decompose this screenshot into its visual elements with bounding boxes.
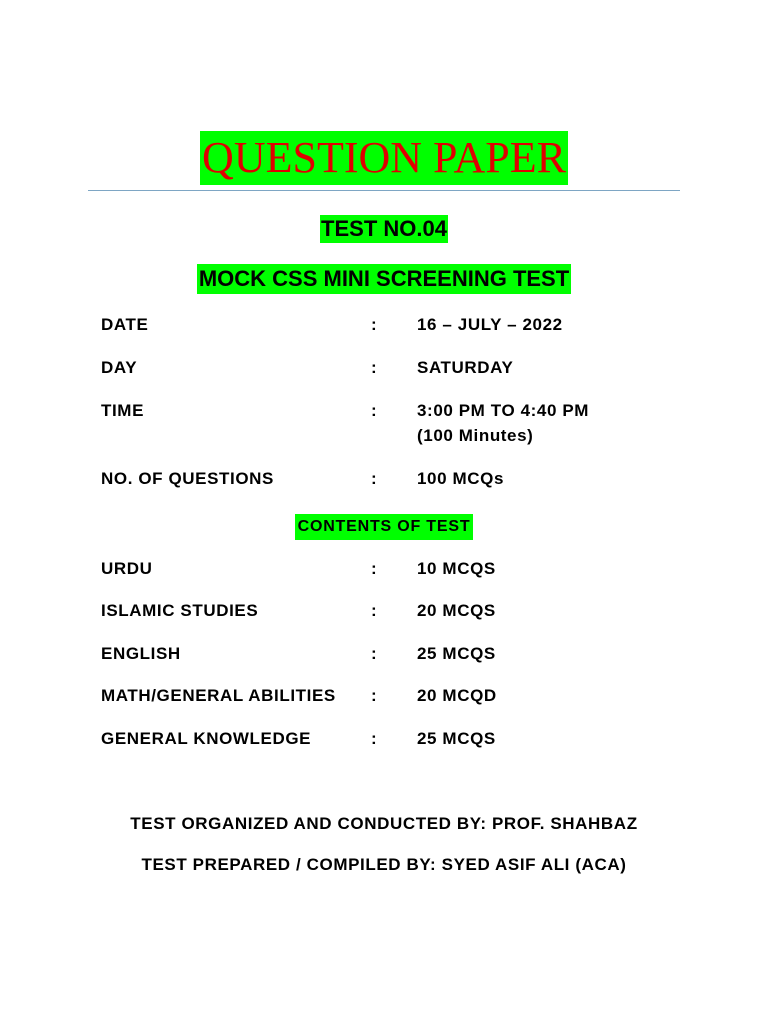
subject-count: 20 MCQD	[417, 686, 497, 705]
contents-heading-block	[0, 514, 768, 540]
detail-value: 16 – JULY – 2022	[417, 315, 563, 334]
detail-label: DATE	[101, 315, 149, 334]
detail-colon: :	[371, 401, 378, 420]
detail-colon: :	[371, 358, 378, 377]
detail-label: TIME	[101, 401, 145, 420]
subject-label: GENERAL KNOWLEDGE	[101, 729, 312, 748]
subject-label: MATH/GENERAL ABILITIES	[101, 686, 336, 705]
subject-colon: :	[371, 729, 378, 748]
organized-by-line: TEST ORGANIZED AND CONDUCTED BY: PROF. SHAHBAZ	[130, 814, 638, 833]
detail-label: DAY	[101, 358, 138, 377]
subject-colon: :	[371, 559, 378, 578]
subject-count: 20 MCQS	[417, 601, 496, 620]
test-name: MOCK CSS MINI SCREENING TEST	[197, 264, 571, 294]
detail-colon: :	[371, 469, 378, 488]
subject-label: ISLAMIC STUDIES	[101, 601, 259, 620]
prepared-by-line: TEST PREPARED / COMPILED BY: SYED ASIF ALI (ACA)	[141, 855, 627, 874]
subject-count: 10 MCQS	[417, 559, 496, 578]
subject-colon: :	[371, 601, 378, 620]
subject-label: URDU	[101, 559, 153, 578]
detail-value-duration: (100 Minutes)	[417, 426, 534, 445]
subject-label: ENGLISH	[101, 644, 181, 663]
title-divider	[88, 190, 680, 191]
page-title: QUESTION PAPER	[200, 131, 568, 185]
subject-colon: :	[371, 686, 378, 705]
subject-count: 25 MCQS	[417, 644, 496, 663]
subject-count: 25 MCQS	[417, 729, 496, 748]
subject-colon: :	[371, 644, 378, 663]
test-number-block	[0, 215, 768, 243]
detail-value: 100 MCQs	[417, 469, 505, 488]
detail-value: 3:00 PM TO 4:40 PM	[417, 401, 590, 420]
contents-heading: CONTENTS OF TEST	[295, 514, 474, 540]
test-name-block	[0, 264, 768, 294]
detail-colon: :	[371, 315, 378, 334]
test-number: TEST NO.04	[321, 216, 447, 241]
title-block	[0, 131, 768, 185]
detail-label: NO. OF QUESTIONS	[101, 469, 275, 488]
detail-value: SATURDAY	[417, 358, 514, 377]
